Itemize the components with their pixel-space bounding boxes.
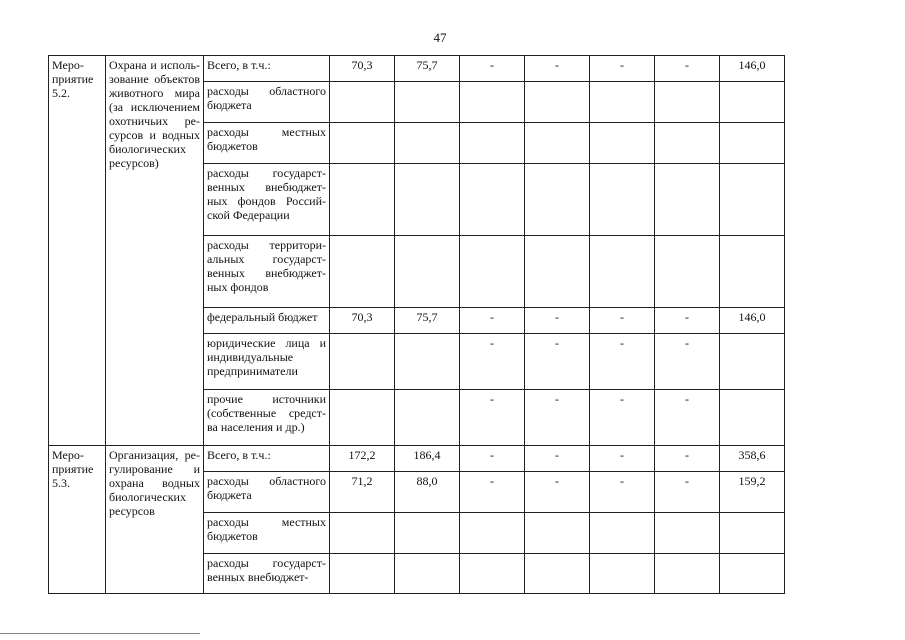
value-cell xyxy=(655,82,720,123)
funding-source: федеральный бюджет xyxy=(204,308,330,334)
value-cell xyxy=(330,123,395,164)
value-cell xyxy=(525,554,590,594)
value-cell: - xyxy=(460,334,525,390)
value-cell: - xyxy=(590,56,655,82)
value-cell xyxy=(460,164,525,236)
value-cell: - xyxy=(655,308,720,334)
value-cell xyxy=(330,513,395,554)
value-cell: 146,0 xyxy=(720,308,785,334)
value-cell: 88,0 xyxy=(395,472,460,513)
value-cell: 358,6 xyxy=(720,446,785,472)
value-cell: - xyxy=(460,56,525,82)
value-cell xyxy=(330,164,395,236)
value-cell xyxy=(525,236,590,308)
value-cell xyxy=(655,236,720,308)
value-cell xyxy=(720,390,785,446)
value-cell: - xyxy=(655,446,720,472)
value-cell: 71,2 xyxy=(330,472,395,513)
value-cell: - xyxy=(525,390,590,446)
value-cell: - xyxy=(460,472,525,513)
page-number: 47 xyxy=(433,30,447,45)
value-cell xyxy=(720,123,785,164)
value-cell xyxy=(655,513,720,554)
value-cell: - xyxy=(590,308,655,334)
value-cell: - xyxy=(525,308,590,334)
value-cell xyxy=(655,164,720,236)
value-cell xyxy=(590,123,655,164)
value-cell xyxy=(720,164,785,236)
funding-source: Всего, в т.ч.: xyxy=(204,446,330,472)
measure-name: Охрана и исполь-зование объектов животного мира (за исключением охотничьих ре-сурсов и водных биологических ресурсов) xyxy=(106,56,204,446)
funding-source: расходы областного бюджета xyxy=(204,82,330,123)
value-cell xyxy=(330,82,395,123)
value-cell xyxy=(590,82,655,123)
value-cell: 70,3 xyxy=(330,56,395,82)
value-cell xyxy=(590,513,655,554)
value-cell: - xyxy=(655,56,720,82)
value-cell xyxy=(525,164,590,236)
value-cell xyxy=(525,513,590,554)
value-cell xyxy=(330,554,395,594)
value-cell: - xyxy=(590,446,655,472)
funding-source: прочие источники (собственные средст-ва населения и др.) xyxy=(204,390,330,446)
value-cell xyxy=(590,236,655,308)
value-cell: - xyxy=(590,334,655,390)
value-cell xyxy=(720,82,785,123)
value-cell xyxy=(460,513,525,554)
value-cell: 172,2 xyxy=(330,446,395,472)
value-cell xyxy=(720,513,785,554)
value-cell: - xyxy=(590,390,655,446)
value-cell xyxy=(590,554,655,594)
value-cell xyxy=(655,554,720,594)
funding-source: Всего, в т.ч.: xyxy=(204,56,330,82)
value-cell xyxy=(525,123,590,164)
value-cell xyxy=(395,82,460,123)
value-cell: - xyxy=(460,390,525,446)
value-cell xyxy=(330,390,395,446)
budget-table xyxy=(48,55,785,594)
measure-id: Меро-приятие 5.3. xyxy=(49,446,106,594)
funding-source: расходы государст-венных внебюджет- xyxy=(204,554,330,594)
value-cell: 75,7 xyxy=(395,308,460,334)
value-cell xyxy=(720,554,785,594)
value-cell xyxy=(395,390,460,446)
value-cell xyxy=(330,236,395,308)
value-cell xyxy=(395,334,460,390)
value-cell: - xyxy=(655,390,720,446)
funding-source: расходы областного бюджета xyxy=(204,472,330,513)
funding-source: расходы местных бюджетов xyxy=(204,123,330,164)
value-cell: 159,2 xyxy=(720,472,785,513)
value-cell: - xyxy=(525,56,590,82)
value-cell: - xyxy=(655,472,720,513)
value-cell: - xyxy=(655,334,720,390)
funding-source: юридические лица и индивидуальные предприниматели xyxy=(204,334,330,390)
value-cell xyxy=(525,82,590,123)
value-cell xyxy=(395,164,460,236)
funding-source: расходы территори-альных государст-венных внебюджет-ных фондов xyxy=(204,236,330,308)
value-cell: - xyxy=(525,334,590,390)
value-cell: - xyxy=(460,446,525,472)
funding-source: расходы государст-венных внебюджет-ных фондов Россий-ской Федерации xyxy=(204,164,330,236)
value-cell xyxy=(720,236,785,308)
value-cell xyxy=(460,236,525,308)
footer-divider xyxy=(0,633,200,634)
value-cell xyxy=(460,123,525,164)
measure-id: Меро-приятие 5.2. xyxy=(49,56,106,446)
value-cell: - xyxy=(525,446,590,472)
value-cell xyxy=(460,554,525,594)
value-cell: - xyxy=(460,308,525,334)
table-row xyxy=(49,56,785,82)
table-row xyxy=(49,446,785,472)
value-cell xyxy=(395,123,460,164)
value-cell: 186,4 xyxy=(395,446,460,472)
value-cell xyxy=(395,554,460,594)
value-cell xyxy=(395,513,460,554)
value-cell xyxy=(395,236,460,308)
measure-name: Организация, ре-гулирование и охрана водных биологических ресурсов xyxy=(106,446,204,594)
value-cell: 75,7 xyxy=(395,56,460,82)
value-cell: - xyxy=(590,472,655,513)
value-cell xyxy=(590,164,655,236)
value-cell xyxy=(330,334,395,390)
funding-source: расходы местных бюджетов xyxy=(204,513,330,554)
value-cell xyxy=(720,334,785,390)
value-cell xyxy=(655,123,720,164)
value-cell: 146,0 xyxy=(720,56,785,82)
value-cell: 70,3 xyxy=(330,308,395,334)
value-cell: - xyxy=(525,472,590,513)
value-cell xyxy=(460,82,525,123)
